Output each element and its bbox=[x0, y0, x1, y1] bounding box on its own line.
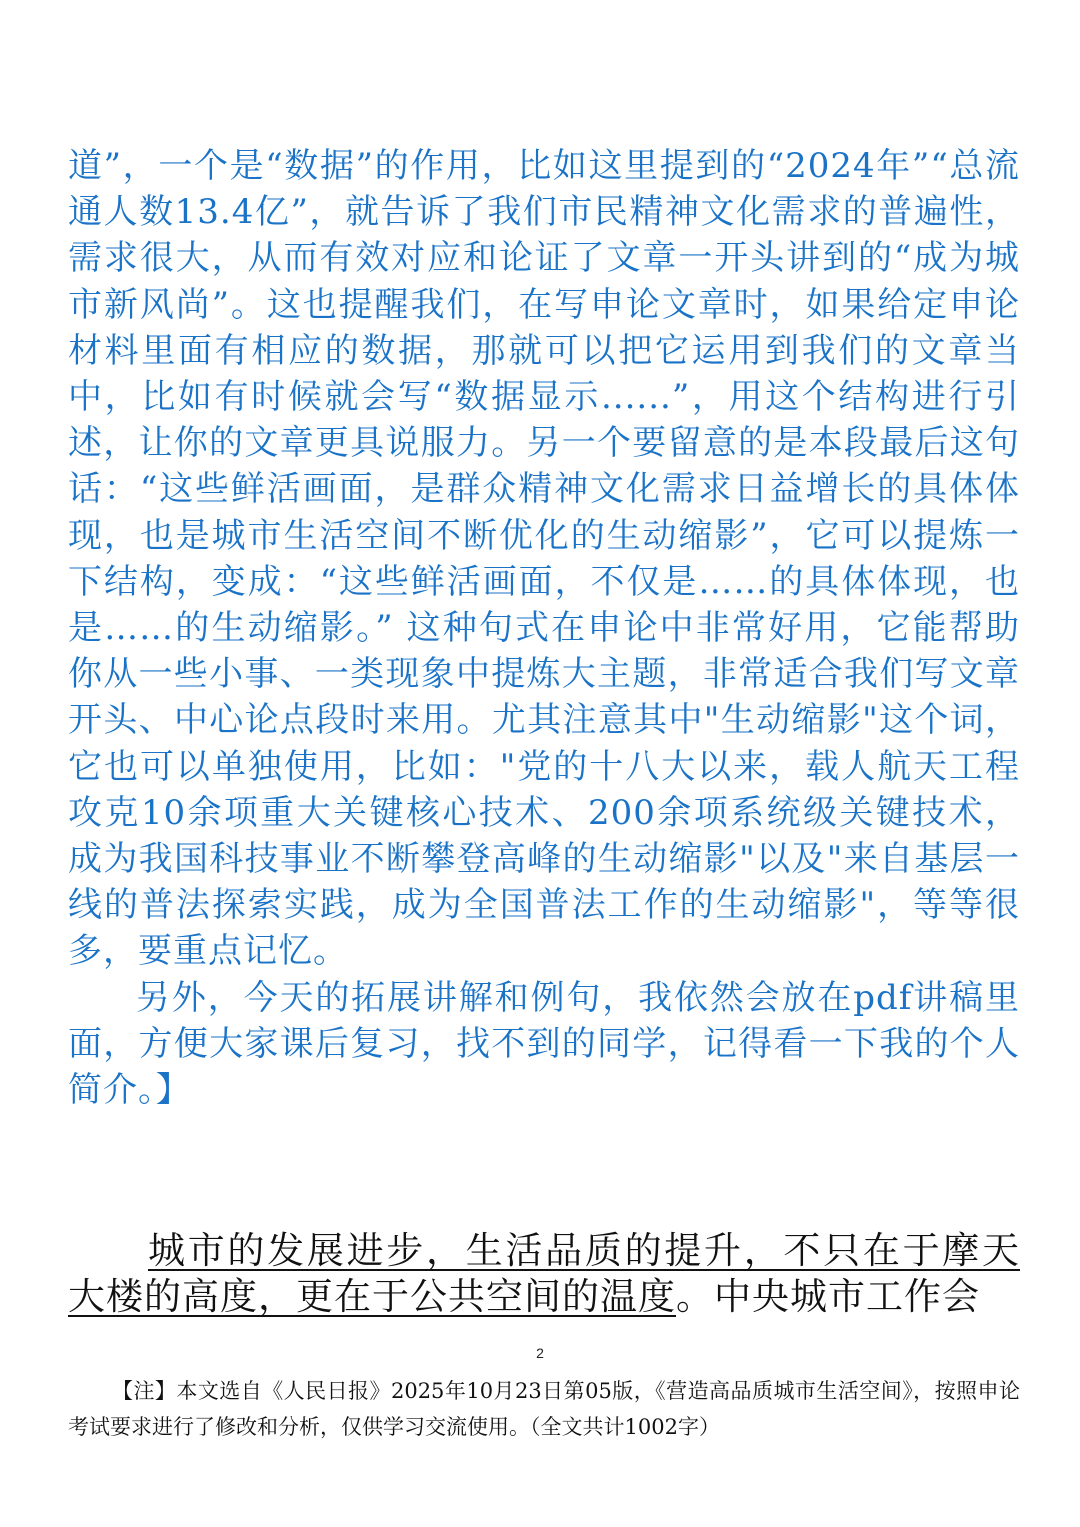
annotation-paragraph-closing: 另外，今天的拓展讲解和例句，我依然会放在pdf讲稿里面，方便大家课后复习，找不到的同学，记得看一下我的个人简介。】 bbox=[68, 977, 1020, 1111]
underlined-sentence: 城市的发展进步，生活品质的提升，不只在于摩天大楼的高度，更在于公共空间的温度 bbox=[68, 1229, 1020, 1318]
page-number: 2 bbox=[536, 1345, 544, 1361]
footnote: 【注】本文选自《人民日报》2025年10月23日第05版，《营造高品质城市生活空间》，按照申论考试要求进行了修改和分析，仅供学习交流使用。（全文共计1002字） bbox=[68, 1379, 1020, 1439]
annotation-text-block bbox=[68, 143, 1020, 1113]
article-paragraph bbox=[68, 1228, 1020, 1320]
article-text-continuation: 。中央城市工作会 bbox=[676, 1275, 980, 1318]
annotation-paragraph: 道”，一个是“数据”的作用，比如这里提到的“2024年”“总流通人数13.4亿”，就告诉了我们市民精神文化需求的普遍性，需求很大，从而有效对应和论证了文章一开头讲到的“成为城市新风尚”。这也提醒我们，在写申论文章时，如果给定申论材料里面有相应的数据，那就可以把它运用到我们的文章当中，比如有时候就会写“数据显示......”，用这个结构进行引述，让你的文章更具说服力。另一个要留意的是本段最后这句话：“这些鲜活画面，是群众精神文化需求日益增长的具体体现，也是城市生活空间不断优化的生动缩影”，它可以提炼一下结构，变成：“这些鲜活画面，不仅是……的具体体现，也是……的生动缩影。” 这种句式在申论中非常好用，它能帮助你从一些小事、一类现象中提炼大主题，非常适合我们写文章开头、中心论点段时来用。尤其注意其中"生动缩影"这个词，它也可以单独使用，比如："党的十八大以来，载人航天工程攻克10余项重大关键核心技术、200余项系统级关键技术，成为我国科技事业不断攀登高峰的生动缩影"以及"来自基层一线的普法探索实践，成为全国普法工作的生动缩影"，等等很多，要重点记忆。 bbox=[68, 146, 1020, 972]
